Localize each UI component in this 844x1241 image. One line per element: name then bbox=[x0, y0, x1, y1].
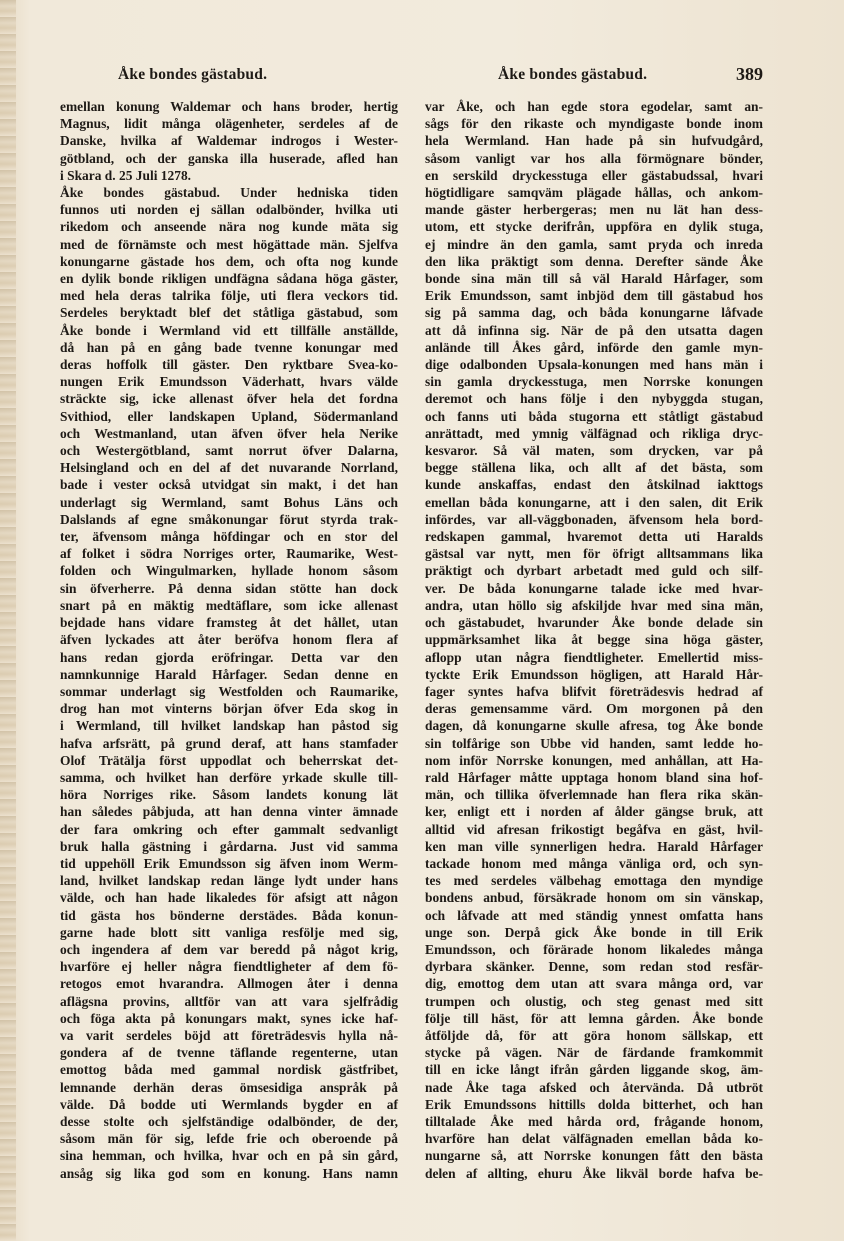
text-line: tid uppehöll Erik Emundsson sig äfven inom Werm- bbox=[60, 855, 398, 871]
text-line: han således påbjuda, att han denna vinter ämnade bbox=[60, 804, 398, 820]
text-line: sin öfverherre. På denna sidan stötte han dock bbox=[60, 580, 398, 596]
text-line: uppmärksamhet lika åt begge sina höga gäster, bbox=[425, 632, 763, 648]
text-line: och fanns uti båda stugorna ett ståtligt gästabud bbox=[425, 408, 763, 424]
text-line: fager syntes hafva blifvit företrädesvis hedrad af bbox=[425, 683, 763, 699]
text-line: Dalslands af egne småkonungar förut styrda trak- bbox=[60, 511, 398, 527]
text-line: ker, enligt ett i norden af ålder gängse bruk, att bbox=[425, 804, 763, 820]
text-line: sig på samma dag, och båda konungarne låfvade bbox=[425, 305, 763, 321]
text-line: götbland, och der ganska illa huserade, afled han bbox=[60, 150, 398, 166]
text-line: en serskild dryckesstuga eller gästabudssal, hvari bbox=[425, 167, 763, 183]
text-line: och Westergötbland, samt norrut öfver Dalarna, bbox=[60, 443, 398, 459]
text-line: rikedom och anseende nära nog kunde mäta sig bbox=[60, 219, 398, 235]
text-column-left bbox=[60, 98, 398, 1182]
text-line: sin gamla dryckesstuga, men Norrske konungen bbox=[425, 374, 763, 390]
text-line: af folket i södra Norriges orter, Raumarike, West- bbox=[60, 546, 398, 562]
text-line: höra Norriges rike. Såsom landets konung lät bbox=[60, 787, 398, 803]
text-line: bonde sina män till så väl Harald Hårfager, som bbox=[425, 271, 763, 287]
text-line: emellan båda konungarne, att i den salen, dit Erik bbox=[425, 494, 763, 510]
text-line: va varit serdeles böjd att företrädesvis hylla nå- bbox=[60, 1027, 398, 1043]
text-line: dagen, då konungarne skulle afresa, tog Åke bonde bbox=[425, 718, 763, 734]
running-head-right: Åke bondes gästabud. bbox=[498, 66, 648, 83]
text-line: hela Wermland. Han hade på sin hufvudgård, bbox=[425, 133, 763, 149]
text-line: emellan konung Waldemar och hans broder, hertig bbox=[60, 99, 398, 114]
text-line: en dylik bonde rikligen undfägna sådana höga gäster, bbox=[60, 271, 398, 287]
text-line: sträckte sig, icke allenast öfver hela det fordna bbox=[60, 391, 398, 407]
text-line: Åke bondes gästabud. Under hedniska tiden bbox=[60, 185, 398, 201]
text-line: äfven lyckades att åter beröfva honom flera af bbox=[60, 632, 398, 648]
text-line: med de förnämste och mest högättade män. Sjelfva bbox=[60, 236, 398, 252]
text-line: hafva arfsrätt, på grund deraf, att hans stamfader bbox=[60, 735, 398, 751]
text-line: folden och Wingulmarken, hyllade honom såsom bbox=[60, 563, 398, 579]
text-line: lemnande derhän deras ömsesidiga anspråk på bbox=[60, 1079, 398, 1095]
text-line: i Skara d. 25 Juli 1278. bbox=[60, 167, 192, 183]
text-line: sågs för den rikaste och myndigaste bonde inom bbox=[425, 116, 763, 132]
text-line: sommar underlagt sig Westfolden och Raumarike, bbox=[60, 683, 398, 699]
text-line: ansåg sig lika god som en konung. Hans namn bbox=[60, 1165, 398, 1181]
text-line: alltid vid afresan frikostigt begåfva en gäst, hvil- bbox=[425, 821, 763, 837]
text-line: tes med serdeles välbehag emottaga den myndige bbox=[425, 873, 763, 889]
text-line: tid gästa hos bönderne derstädes. Båda konun- bbox=[60, 907, 398, 923]
text-line: funnos uti norden ej sällan odalbönder, hvilka uti bbox=[60, 202, 398, 218]
text-line: retogos emot hvarandra. Allmogen åter i denna bbox=[60, 976, 398, 992]
text-line: sina hemman, och hvilka, hvar och en på sin gård, bbox=[60, 1148, 398, 1164]
text-line: tackade honom med många vänliga ord, och syn- bbox=[425, 855, 763, 871]
text-column-right bbox=[425, 98, 763, 1182]
text-line: Olof Trätälja först uppodlat och beherrskat det- bbox=[60, 752, 398, 768]
text-line: ken man ville synnerligen hedra. Harald Hårfager bbox=[425, 838, 763, 854]
text-line: infördes, var all-väggbonaden, äfvensom hela bord- bbox=[425, 511, 763, 527]
text-line: och föga akta på konungars makt, synes icke haf- bbox=[60, 1010, 398, 1026]
text-line: unge son. Derpå gick Åke bonde in till Erik bbox=[425, 924, 763, 940]
text-line: nom inför Norrske konungen, med anhållan, att Ha- bbox=[425, 752, 763, 768]
text-line: var Åke, och han egde stora egodelar, samt an- bbox=[425, 99, 763, 114]
text-line: bejdade hans vidare framsteg åt det hållet, utan bbox=[60, 615, 398, 631]
text-line: i Wermland, till hvilket landskap han påstod sig bbox=[60, 718, 398, 734]
text-line: och Westmanland, utan äfven öfver hela Nerike bbox=[60, 425, 398, 441]
text-line: drog han mot vinterns början öfver Eda skog in bbox=[60, 701, 398, 717]
text-line: garne hade blott sitt vanliga resfölje med sig, bbox=[60, 924, 398, 940]
text-line: åtföljde då, för att göra honom sällskap, ett bbox=[425, 1027, 763, 1043]
text-line: stycke på vägen. När de färdande framkommit bbox=[425, 1045, 763, 1061]
text-line: mande gäster herbergeras; men nu lät han dess- bbox=[425, 202, 763, 218]
text-line: bondens anbud, försäkrade honom om sin vänskap, bbox=[425, 890, 763, 906]
text-line: såsom män för sig, lefde frie och oberoende på bbox=[60, 1131, 398, 1147]
text-line: emottog båda med gammal nordisk gästfribet, bbox=[60, 1062, 398, 1078]
text-line: deremot och hans följe i den nybyggda stugan, bbox=[425, 391, 763, 407]
text-line: gästsal var nytt, men för öfrigt alltsammans lika bbox=[425, 546, 763, 562]
text-line: och ingendera af dem var beredd på något krig, bbox=[60, 941, 398, 957]
text-line: då han på en gång bade tvenne konungar med bbox=[60, 339, 398, 355]
text-line: namnkunnige Harald Hårfager. Sedan denne en bbox=[60, 666, 398, 682]
text-line: ej mindre än den gamla, samt pryda och inreda bbox=[425, 236, 763, 252]
text-line: bruk halla gästning i gårdarna. Just vid samma bbox=[60, 838, 398, 854]
text-line: nungen Erik Emundsson Väderhatt, hvars välde bbox=[60, 374, 398, 390]
text-line: välde. Då bodde uti Wermlands bygder en af bbox=[60, 1096, 398, 1112]
text-line: deras hoffolk till gäster. Den ryktbare Svea-ko- bbox=[60, 357, 398, 373]
text-line: Serdeles beryktadt blef det ståtliga gästabud, som bbox=[60, 305, 398, 321]
text-line: deras gemensamme värd. Om morgonen på den bbox=[425, 701, 763, 717]
text-line: gondera af de tvenne täflande regenterne, utan bbox=[60, 1045, 398, 1061]
text-line: nade Åke taga afsked och återvända. Då utbröt bbox=[425, 1079, 763, 1095]
running-head-left: Åke bondes gästabud. bbox=[118, 66, 268, 83]
text-line: präktigt och dyrbart arbetadt med guld och silf- bbox=[425, 563, 763, 579]
text-line: der fara omkring och efter gammalt sedvanligt bbox=[60, 821, 398, 837]
text-line: Emundsson, och förärade honom likaledes många bbox=[425, 941, 763, 957]
text-line: redskapen gammal, hvaremot detta uti Haralds bbox=[425, 529, 763, 545]
text-line: anlände till Åkes gård, införde den gamle myn- bbox=[425, 339, 763, 355]
text-line: anrättadt, med ymnig välfägnad och rikliga dryc- bbox=[425, 425, 763, 441]
text-line: ter, äfvensom många höfdingar och en stor del bbox=[60, 529, 398, 545]
text-line: aflägsna provins, alltför van att vara sjelfrådig bbox=[60, 993, 398, 1009]
text-line: tyckte Erik Emundsson högligen, att Harald Hår- bbox=[425, 666, 763, 682]
text-line: Helsingland och en del af det nuvarande Norrland, bbox=[60, 460, 398, 476]
text-line: samma, och hvilket han derföre yrkade skulle till- bbox=[60, 769, 398, 785]
text-line: rald Hårfager måtte upptaga honom bland sina hof- bbox=[425, 769, 763, 785]
text-line: begge ställena lika, och allt af det bästa, som bbox=[425, 460, 763, 476]
text-line: land, hvilket landskap redan länge lydt under hans bbox=[60, 873, 398, 889]
page-edge bbox=[0, 0, 16, 1241]
text-line: män, och tillika öfverlemnade han flera rika skän- bbox=[425, 787, 763, 803]
text-line: Svithiod, eller landskapen Upland, Södermanland bbox=[60, 408, 398, 424]
text-line: bade i vester också utvidgat sin makt, i det han bbox=[60, 477, 398, 493]
text-line: aflopp utan några fiendtligheter. Emellertid miss- bbox=[425, 649, 763, 665]
text-line: dige odalbonden Upsala-konungen med hans män i bbox=[425, 357, 763, 373]
text-line: med hela deras talrika följe, uti flera veckors tid. bbox=[60, 288, 398, 304]
text-line: hans redan gjorda eröfringar. Detta var den bbox=[60, 649, 398, 665]
text-line: den lika präktigt som denna. Derefter sände Åke bbox=[425, 253, 763, 269]
page-number: 389 bbox=[736, 64, 763, 84]
text-line: välde, och han hade likaledes för afsigt att någon bbox=[60, 890, 398, 906]
text-line: och låfvade att med ständig ynnest omfatta hans bbox=[425, 907, 763, 923]
text-line: högtidligare samqväm plägade hållas, och ankom- bbox=[425, 185, 763, 201]
text-line: nungarne så, att Norrske konungen fått den bästa bbox=[425, 1148, 763, 1164]
text-line: hvarföre ej heller några fiendtligheter af dem fö- bbox=[60, 959, 398, 975]
text-line: hvarföre han delat välfägnaden emellan båda ko- bbox=[425, 1131, 763, 1147]
text-line: delen af allting, ehuru Åke likväl borde hafva be- bbox=[425, 1165, 763, 1181]
text-line: dyrbara skänker. Denne, som redan stod resfär- bbox=[425, 959, 763, 975]
text-line: följe till häst, för att lemna gården. Åke bonde bbox=[425, 1010, 763, 1026]
text-line: kesvaror. Så väl maten, som drycken, var på bbox=[425, 443, 763, 459]
text-line: underlagt sig Wermland, samt Bohus Läns och bbox=[60, 494, 398, 510]
text-line: Magnus, lidit många olägenheter, serdeles af de bbox=[60, 116, 398, 132]
text-line: trumpen och olustig, och steg genast med sitt bbox=[425, 993, 763, 1009]
text-line: andra, utan höllo sig afskiljde hvar med sina män, bbox=[425, 597, 763, 613]
text-line: sin tolfårige son Ubbe vid handen, samt ledde ho- bbox=[425, 735, 763, 751]
text-line: att då infinna sig. När de på den utsatta dagen bbox=[425, 322, 763, 338]
text-line: och gästabudet, hvarunder Åke bonde delade sin bbox=[425, 615, 763, 631]
text-line: till en icke långt ifrån gården liggande skog, äm- bbox=[425, 1062, 763, 1078]
text-line: tilltalade Åke med hårda ord, frågande honom, bbox=[425, 1113, 763, 1129]
text-line: Erik Emundssons hittills dolda bitterhet, och han bbox=[425, 1096, 763, 1112]
text-line: snart på en mäktig medtäflare, som icke allenast bbox=[60, 597, 398, 613]
text-line: ver. De båda konungarne talade icke med hvar- bbox=[425, 580, 763, 596]
text-line: kunde anskaffas, endast den åtskilnad iakttogs bbox=[425, 477, 763, 493]
text-line: desse stolte och sjelfständige odalbönder, de der, bbox=[60, 1113, 398, 1129]
text-line: Åke bonde i Wermland vid ett tillfälle anställde, bbox=[60, 322, 398, 338]
text-line: utom, ett stycke derifrån, uppföra en dylik stuga, bbox=[425, 219, 763, 235]
text-line: konungarne gästade hos dem, och ofta nog kunde bbox=[60, 253, 398, 269]
text-line: såsom vanligt var hos alla förmögnare bönder, bbox=[425, 150, 763, 166]
text-line: Erik Emundsson, samt inbjöd dem till gästabud hos bbox=[425, 288, 763, 304]
text-line: Danske, hvilka af Waldemar indrogos i Wester- bbox=[60, 133, 398, 149]
text-line: dig, emottog dem utan att svara många ord, var bbox=[425, 976, 763, 992]
